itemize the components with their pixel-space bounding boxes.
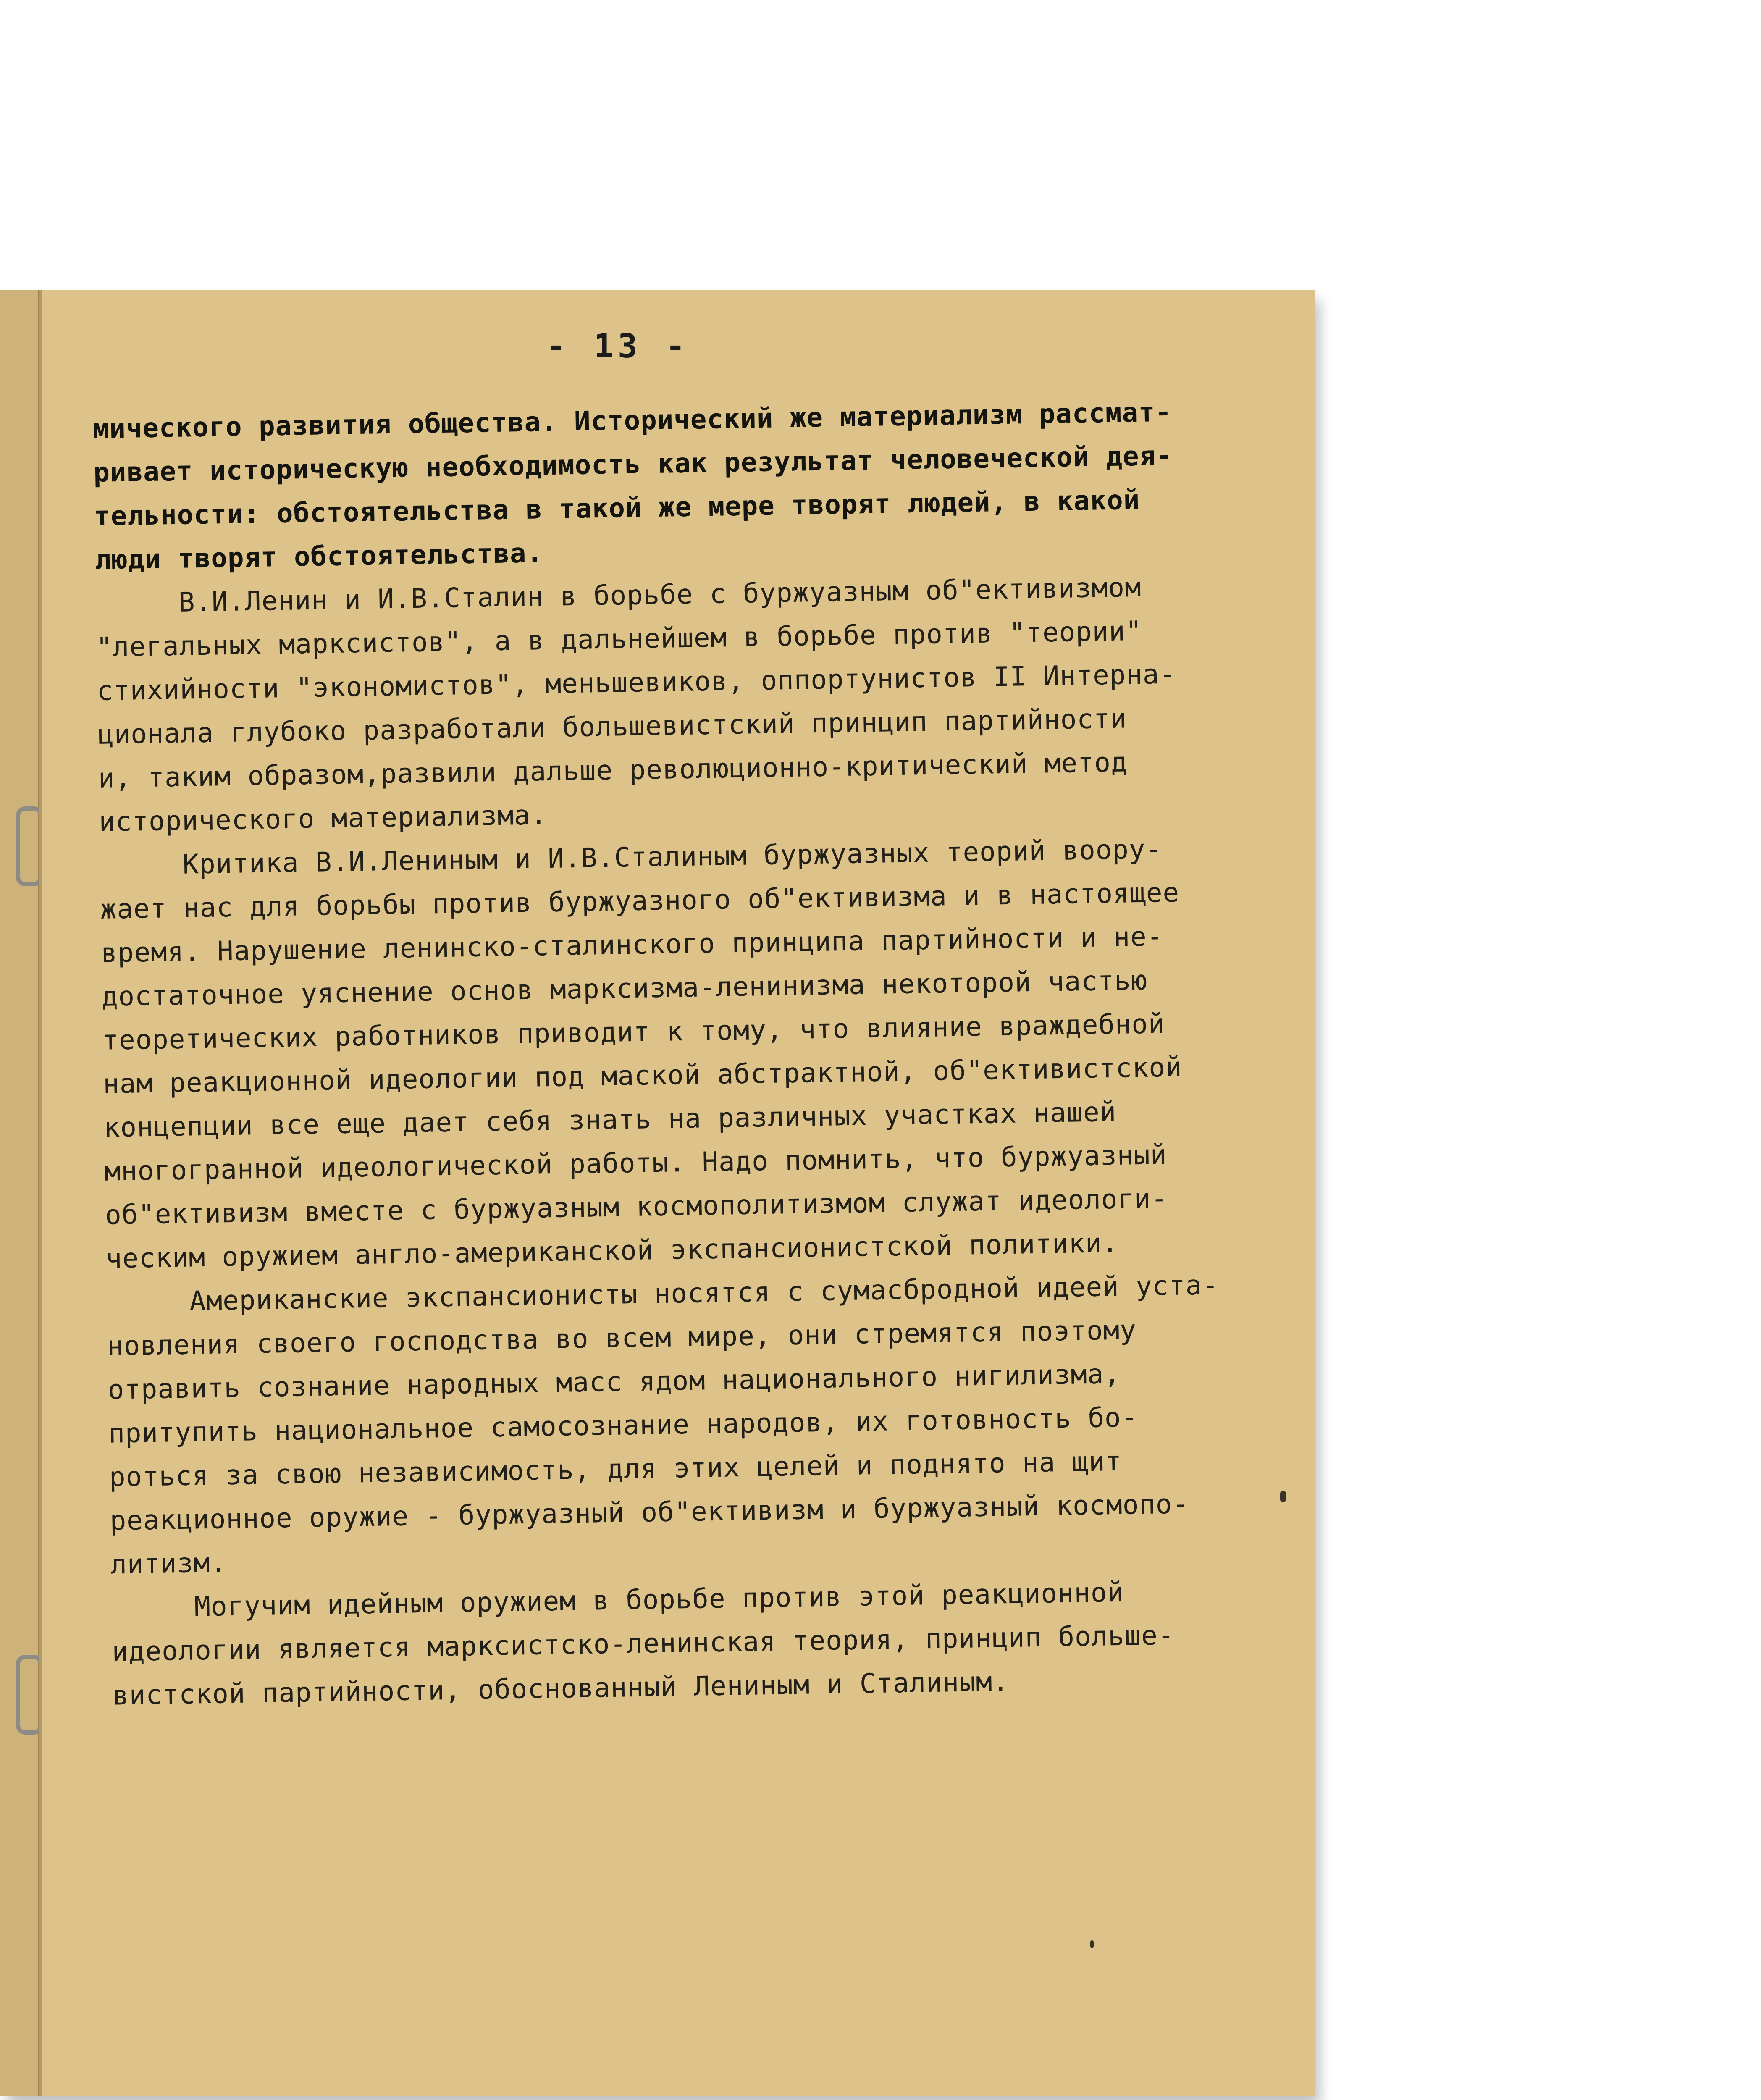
text-line: притупить национальное самосознание народов, их готовность бо- <box>108 1402 1138 1449</box>
text-line: ривает историческую необходимость как результат человеческой дея- <box>93 440 1173 488</box>
text-line: вистской партийности, обоснованный Лениным и Сталиным. <box>112 1666 1010 1712</box>
text-line: люди творят обстоятельства. <box>94 538 543 576</box>
ink-mark <box>1090 1940 1094 1948</box>
text-line: ционала глубоко разработали большевистский принцип партийности <box>97 703 1127 751</box>
text-line: достаточное уяснение основ марксизма-ленинизма некоторой частью <box>101 965 1148 1013</box>
text-line: теоретических работников приводит к тому, что влияние враждебной <box>102 1008 1165 1056</box>
text-line: исторического материализма. <box>98 800 548 838</box>
text-line: об"ективизм вместе с буржуазным космополитизмом служат идеологи- <box>105 1183 1168 1231</box>
text-line: "легальных марксистов", а в дальнейшем в борьбе против "теории" <box>96 615 1142 663</box>
text-line: реакционное оружие - буржуазный об"ективизм и буржуазный космопо- <box>110 1488 1189 1537</box>
text-line: концепции все еще дает себя знать на различных участках нашей <box>103 1096 1117 1144</box>
text-line: литизм. <box>110 1547 227 1580</box>
text-line: отравить сознание народных масс ядом национального нигилизма, <box>108 1358 1121 1406</box>
text-line: жает нас для борьбы против буржуазного об"ективизма и в настоящее <box>100 877 1180 925</box>
text-line: стихийности "экономистов", меньшевиков, оппортунистов II Интерна- <box>97 659 1176 707</box>
staple-icon <box>16 1655 43 1735</box>
text-line: мического развития общества. Исторический же материализм рассмат- <box>92 396 1172 445</box>
staple-icon <box>16 806 43 886</box>
text-line: Американские экспансионисты носятся с сумасбродной идеей уста- <box>106 1270 1219 1318</box>
text-line: новления своего господства во всем мире, они стремятся поэтому <box>107 1315 1137 1362</box>
text-line: Критика В.И.Лениным и И.В.Сталиным буржуазных теорий воору- <box>99 834 1163 882</box>
text-line: ческим оружием англо-американской экспансионистской политики. <box>105 1227 1119 1275</box>
text-line: роться за свою независимость, для этих целей и поднято на щит <box>109 1446 1122 1493</box>
ink-mark <box>1280 1491 1286 1502</box>
text-line: многогранной идеологической работы. Надо помнить, что буржуазный <box>104 1139 1167 1187</box>
text-line: В.И.Ленин и И.В.Сталин в борьбе с буржуазным об"ективизмом <box>95 572 1142 620</box>
text-line: и, таким образом,развили дальше революционно-критический метод <box>98 747 1128 794</box>
text-line: Могучим идейным оружием в борьбе против этой реакционной <box>111 1577 1124 1624</box>
text-line: нам реакционной идеологии под маской абстрактной, об"ективистской <box>102 1052 1183 1100</box>
text-line: тельности: обстоятельства в такой же мере творят людей, в какой <box>94 484 1140 532</box>
left-page-edge <box>0 290 39 2096</box>
text-line: идеологии является марксистско-ленинская теория, принцип больше- <box>111 1620 1175 1668</box>
typewritten-text-block <box>92 389 1289 1718</box>
text-line: время. Нарушение ленинско-сталинского принципа партийности и не- <box>100 921 1164 969</box>
page-number: - 13 - <box>546 328 690 365</box>
